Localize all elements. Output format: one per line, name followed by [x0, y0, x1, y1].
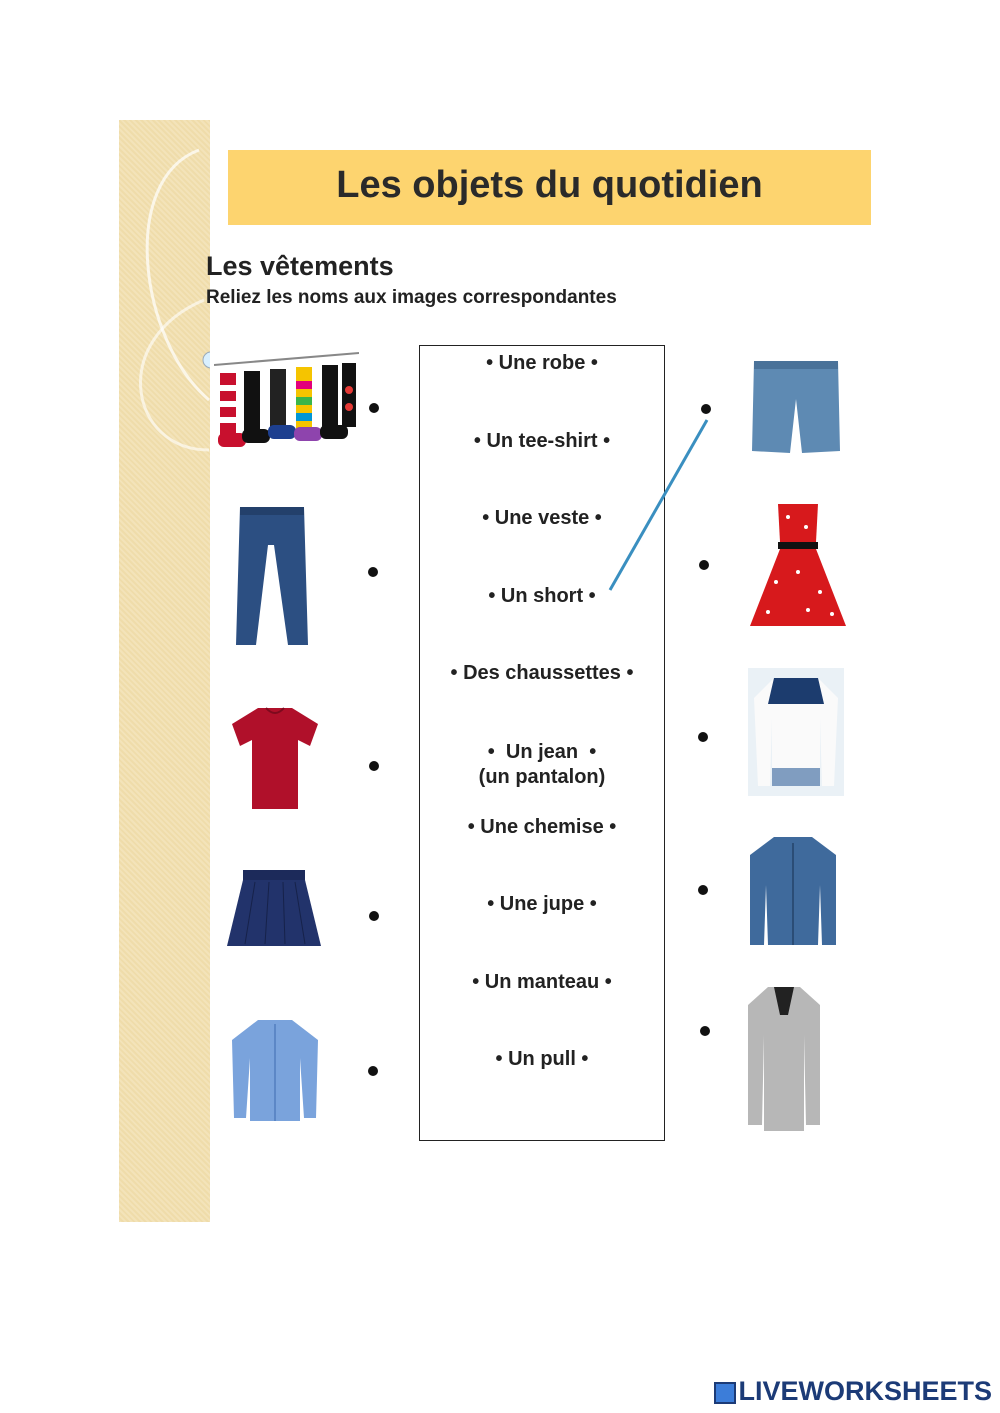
liveworksheets-mark-icon — [714, 1382, 736, 1404]
dress-image — [748, 502, 848, 630]
shorts-image — [750, 359, 842, 457]
word-item: • Une robe • — [486, 352, 598, 374]
word-item: • Un tee-shirt • — [473, 430, 611, 452]
left-dot-jeans[interactable] — [368, 567, 378, 577]
word-item: • Des chaussettes • — [450, 662, 634, 684]
page-title: Les objets du quotidien — [336, 164, 763, 206]
right-dot-jacket[interactable] — [698, 885, 708, 895]
skirt-image — [225, 868, 323, 950]
coat-image — [744, 985, 824, 1133]
jacket-image — [748, 835, 838, 947]
word-item: • Une jupe • — [487, 893, 597, 915]
tshirt-image — [230, 706, 320, 811]
word-item: • Un short • — [488, 585, 596, 607]
shirt-image — [230, 1018, 320, 1123]
word-item: • Un jean • (un pantalon) — [478, 741, 606, 788]
right-dot-sweater[interactable] — [698, 732, 708, 742]
right-dot-shorts[interactable] — [701, 404, 711, 414]
left-dot-skirt[interactable] — [369, 911, 379, 921]
right-dot-coat[interactable] — [700, 1026, 710, 1036]
section-title: Les vêtements — [206, 251, 394, 281]
word-item: • Une chemise • — [467, 816, 617, 838]
sweater-image — [748, 668, 844, 796]
jeans-image — [232, 505, 312, 647]
word-item: • Un pull • — [495, 1048, 589, 1070]
instruction-text: Reliez les noms aux images correspondantes — [206, 287, 617, 308]
liveworksheets-logo: LIVEWORKSHEETS — [714, 1376, 992, 1407]
right-dot-dress[interactable] — [699, 560, 709, 570]
left-dot-tshirt[interactable] — [369, 761, 379, 771]
word-item: • Un manteau • — [472, 971, 612, 993]
socks-image — [214, 345, 359, 455]
left-dot-shirt[interactable] — [368, 1066, 378, 1076]
connection-line[interactable] — [610, 420, 707, 590]
word-item: • Une veste • — [482, 507, 602, 529]
left-dot-socks[interactable] — [369, 403, 379, 413]
